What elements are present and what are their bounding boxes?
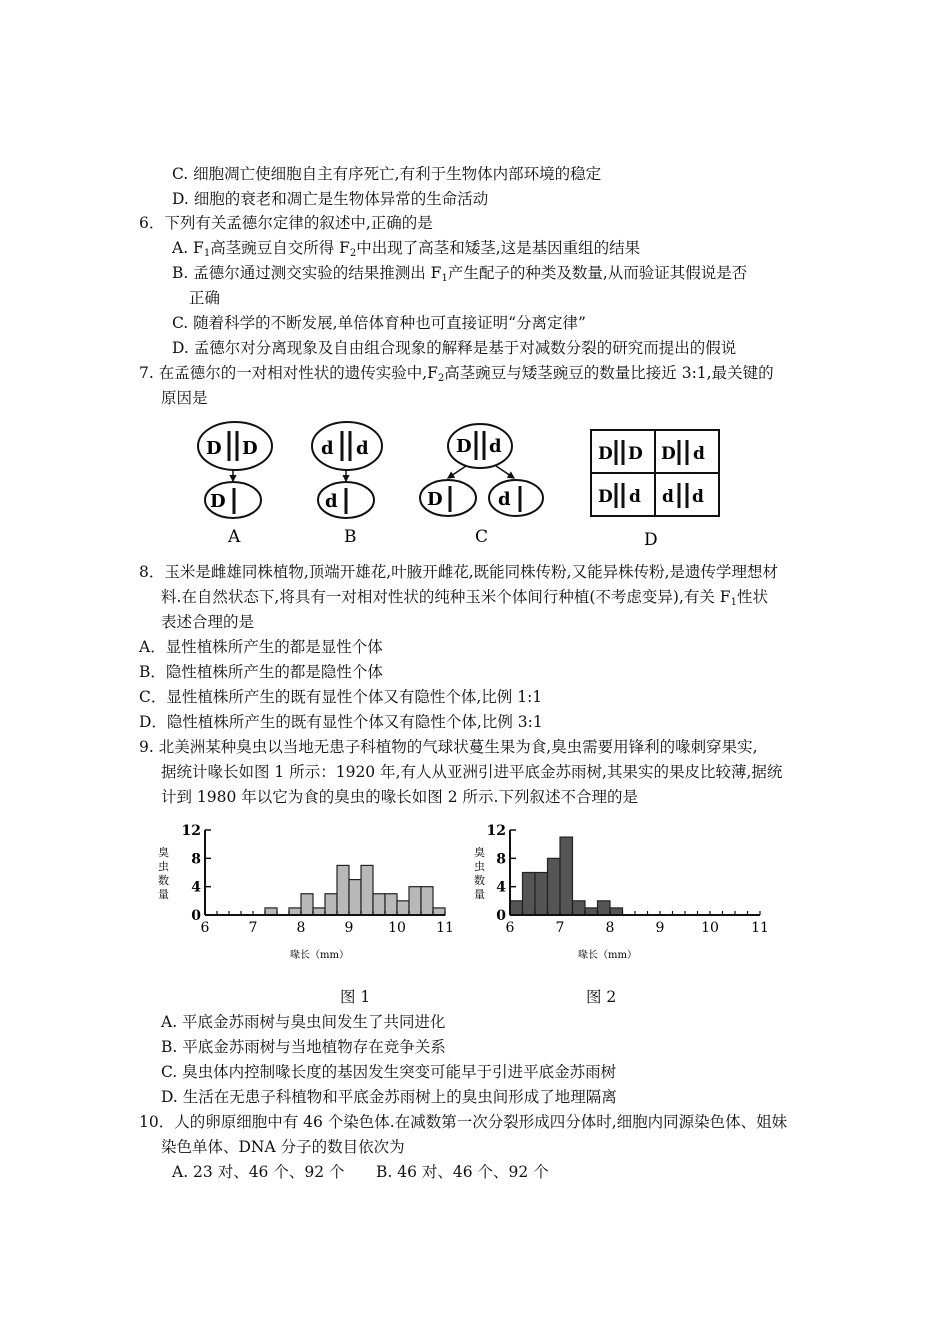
allele-label: D	[427, 489, 443, 510]
option-b-label: B	[344, 527, 357, 547]
histogram-bar	[585, 908, 598, 915]
x-axis-label: 喙长（mm）	[290, 950, 349, 961]
q6-option-b: B. 孟德尔通过测交实验的结果推测出 $F_1$产生配子的种类及数量,从而验证其假说是否	[172, 264, 748, 284]
histogram-bar	[510, 901, 523, 915]
figure-1-caption: 图 1	[340, 988, 371, 1006]
histogram-2	[468, 818, 778, 968]
option-c-label: C	[475, 527, 489, 547]
x-axis-label: 喙长（mm）	[578, 950, 637, 961]
allele-label: D	[598, 444, 613, 464]
q9-stem-2: 据统计喙长如图 1 所示：1920 年,有人从亚洲引进平底金苏雨树,其果实的果皮比较薄,据统	[161, 763, 783, 781]
q8-stem-2: 料.在自然状态下,将具有一对相对性状的纯种玉米个体间行种植(不考虑变异),有关 $F_1$性状	[161, 588, 768, 608]
allele-label: D	[242, 438, 258, 459]
q8-option-d: D．隐性植株所产生的既有显性个体又有隐性个体,比例 3:1	[139, 713, 543, 731]
histogram-bar	[523, 873, 536, 916]
histogram-bar	[301, 894, 313, 915]
histogram-1-axes	[182, 823, 454, 936]
allele-label: d	[629, 487, 641, 507]
q10-stem-2: 染色单体、DNA 分子的数目依次为	[161, 1138, 405, 1156]
x-tick-label: 8	[605, 920, 615, 936]
x-tick-label: 7	[555, 920, 565, 936]
allele-label: D	[661, 444, 676, 464]
q8-option-a: A．显性植株所产生的都是显性个体	[139, 638, 383, 656]
histogram-1-bars	[265, 865, 445, 915]
q10-option-b: B. 46 对、46 个、92 个	[376, 1163, 549, 1181]
allele-label: d	[325, 491, 338, 512]
histogram-1	[150, 818, 460, 968]
q9-option-d: D. 生活在无患子科植物和平底金苏雨树上的臭虫间形成了地理隔离	[161, 1088, 617, 1106]
q7-figure	[180, 418, 740, 548]
q5-option-d: D. 细胞的衰老和凋亡是生物体异常的生命活动	[172, 190, 489, 208]
x-tick-label: 6	[200, 920, 210, 936]
allele-label: d	[693, 444, 705, 464]
q6-stem: 6．下列有关孟德尔定律的叙述中,正确的是	[139, 214, 433, 232]
q6-option-d: D. 孟德尔对分离现象及自由组合现象的解释是基于对减数分裂的研究而提出的假说	[172, 339, 737, 357]
histogram-bar	[361, 865, 373, 915]
histogram-bar	[397, 901, 409, 915]
q10-option-a: A. 23 对、46 个、92 个	[172, 1163, 345, 1181]
histogram-bar	[598, 901, 611, 915]
q6-option-a: A. $F_1$高茎豌豆自交所得 $F_2$中出现了高茎和矮茎,这是基因重组的结果	[172, 239, 641, 259]
q7-stem-cont: 原因是	[161, 389, 208, 407]
q8-stem-3: 表述合理的是	[161, 613, 255, 631]
x-tick-label: 7	[248, 920, 258, 936]
histogram-bar	[313, 908, 325, 915]
histogram-bar	[373, 894, 385, 915]
y-tick-label: 4	[191, 879, 201, 896]
x-tick-label: 9	[655, 920, 665, 936]
histogram-bar	[289, 908, 301, 915]
y-axis-label: 臭虫数量	[474, 846, 485, 901]
histogram-bar	[325, 894, 337, 915]
option-a-diagram	[198, 422, 272, 547]
histogram-bar	[265, 908, 277, 915]
y-tick-label: 8	[496, 851, 506, 868]
option-a-label: A	[228, 527, 241, 547]
allele-label: D	[598, 487, 613, 507]
histogram-bar	[421, 887, 433, 915]
allele-label: D	[456, 436, 472, 457]
x-tick-label: 10	[701, 920, 719, 936]
q8-option-b: B．隐性植株所产生的都是隐性个体	[139, 663, 383, 681]
y-tick-label: 0	[496, 908, 506, 924]
x-tick-label: 8	[296, 920, 306, 936]
q6-option-b-cont: 正确	[189, 289, 221, 307]
allele-label: D	[210, 491, 226, 512]
histogram-bar	[560, 837, 573, 915]
allele-label: d	[498, 489, 511, 510]
y-tick-label: 12	[181, 823, 201, 839]
q8-option-c: C．显性植株所产生的既有显性个体又有隐性个体,比例 1:1	[139, 688, 543, 706]
allele-label: d	[489, 436, 502, 457]
allele-label: D	[206, 438, 222, 459]
figure-2-caption: 图 2	[586, 988, 617, 1006]
q9-option-c: C. 臭虫体内控制喙长度的基因发生突变可能早于引进平底金苏雨树	[161, 1063, 617, 1081]
q9-option-b: B. 平底金苏雨树与当地植物存在竞争关系	[161, 1038, 446, 1056]
x-tick-label: 11	[751, 920, 769, 936]
option-b-diagram	[312, 422, 382, 547]
q9-option-a: A. 平底金苏雨树与臭虫间发生了共同进化	[161, 1013, 446, 1031]
x-tick-label: 6	[505, 920, 515, 936]
histogram-bar	[409, 887, 421, 915]
option-d-label: D	[644, 530, 658, 548]
y-tick-label: 8	[191, 851, 201, 868]
q7-stem: 7. 在孟德尔的一对相对性状的遗传实验中$,F_2$高茎豌豆与矮茎豌豆的数量比接近 3:1,最关键的	[139, 364, 774, 384]
allele-label: D	[628, 444, 643, 464]
q6-option-c: C. 随着科学的不断发展,单倍体育种也可直接证明“分离定律”	[172, 314, 586, 332]
allele-label: d	[692, 487, 704, 507]
allele-label: d	[321, 438, 334, 459]
histogram-2-bars	[510, 837, 623, 915]
q8-stem: 8．玉米是雌雄同株植物,顶端开雄花,叶腋开雌花,既能同株传粉,又能异株传粉,是遗传学理想材	[139, 563, 778, 581]
option-d-diagram	[591, 430, 719, 548]
x-tick-label: 10	[388, 920, 406, 936]
q9-stem: 9. 北美洲某种臭虫以当地无患子科植物的气球状蔓生果为食,臭虫需要用锋利的喙刺穿果实,	[139, 738, 758, 756]
q10-stem: 10．人的卵原细胞中有 46 个染色体.在减数第一次分裂形成四分体时,细胞内同源染色体、姐妹	[139, 1113, 788, 1131]
q9-stem-3: 计到 1980 年以它为食的臭虫的喙长如图 2 所示.下列叙述不合理的是	[161, 788, 638, 806]
y-tick-label: 4	[496, 879, 506, 896]
x-tick-label: 11	[436, 920, 454, 936]
allele-label: d	[662, 487, 674, 507]
y-tick-label: 12	[486, 823, 506, 839]
q5-option-c: C. 细胞凋亡使细胞自主有序死亡,有利于生物体内部环境的稳定	[172, 165, 602, 183]
histogram-bar	[548, 858, 561, 915]
allele-label: d	[356, 438, 369, 459]
option-c-diagram	[420, 424, 543, 547]
histogram-bar	[433, 908, 445, 915]
y-axis-label: 臭虫数量	[158, 846, 169, 901]
histogram-bar	[337, 865, 349, 915]
histogram-bar	[535, 873, 548, 916]
histogram-bar	[573, 901, 586, 915]
histogram-bar	[610, 908, 623, 915]
histogram-bar	[349, 880, 361, 915]
y-tick-label: 0	[191, 908, 201, 924]
histogram-bar	[385, 894, 397, 915]
x-tick-label: 9	[344, 920, 354, 936]
